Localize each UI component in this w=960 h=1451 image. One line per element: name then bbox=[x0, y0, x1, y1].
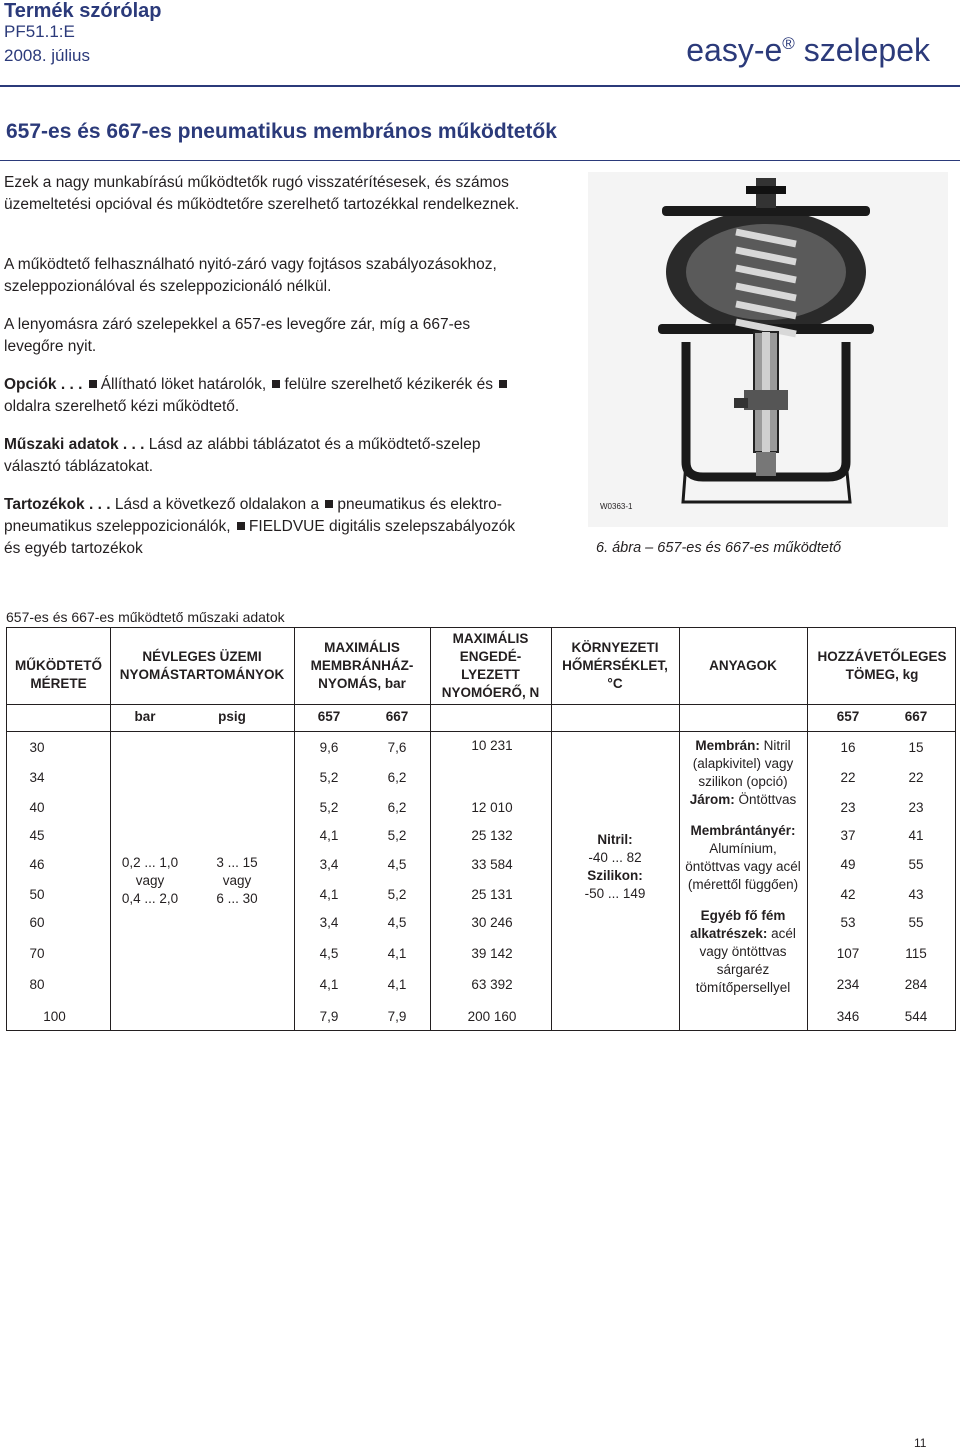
press-657-cell: 5,2 bbox=[319, 800, 339, 815]
press-667-cell: 4,1 bbox=[387, 977, 407, 992]
weight-657-cell: 53 bbox=[840, 915, 856, 930]
weight-667-cell: 544 bbox=[904, 1009, 928, 1024]
materials-other-parts bbox=[679, 907, 807, 997]
bullet-square-icon bbox=[325, 500, 333, 508]
weight-657-cell: 49 bbox=[840, 857, 856, 872]
mat-diaphragm-value: Nitril bbox=[763, 738, 791, 753]
accessories-text: Lásd a következő oldalakon a bbox=[114, 496, 320, 513]
weight-657-cell: 37 bbox=[840, 828, 856, 843]
size-cell: 45 bbox=[29, 828, 45, 843]
bar-range-line: vagy bbox=[135, 873, 165, 888]
thrust-cell: 30 246 bbox=[471, 915, 513, 930]
press-667-cell: 6,2 bbox=[387, 770, 407, 785]
mat-line: tömítőpersellyel bbox=[695, 980, 791, 995]
specs-paragraph bbox=[4, 434, 524, 478]
options-paragraph bbox=[4, 374, 524, 418]
weight-667-cell: 22 bbox=[908, 770, 924, 785]
temp-nitrile-range: -40 ... 82 bbox=[588, 850, 642, 865]
temp-silicone-label: Szilikon: bbox=[587, 868, 643, 883]
press-667-cell: 6,2 bbox=[387, 800, 407, 815]
weight-657-cell: 107 bbox=[836, 946, 860, 961]
temp-nitrile-label: Nitril: bbox=[597, 832, 633, 847]
weight-657-cell: 42 bbox=[840, 887, 856, 902]
options-item-2: felülre szerelhető kézikerék bbox=[284, 376, 473, 393]
thrust-cell: 33 584 bbox=[471, 857, 513, 872]
weight-657-cell: 234 bbox=[836, 977, 860, 992]
weight-657-cell: 16 bbox=[840, 740, 856, 755]
size-cell: 34 bbox=[29, 770, 45, 785]
mat-line: öntöttvas vagy acél bbox=[685, 859, 801, 874]
mat-other-value: acél bbox=[771, 926, 796, 941]
thrust-cell: 10 231 bbox=[471, 738, 513, 753]
table-hline bbox=[7, 731, 955, 732]
table-vline bbox=[110, 628, 111, 1030]
header-weight: HOZZÁVETŐLEGES TÖMEG, kg bbox=[817, 649, 947, 682]
accessories-item-2: FIELDVUE digitális szelepszabályozók és egyéb tartozékok bbox=[4, 518, 516, 557]
actuator-illustration bbox=[588, 172, 948, 527]
size-cell: 80 bbox=[29, 977, 45, 992]
accessories-label: Tartozékok . . . bbox=[4, 496, 111, 513]
press-657-cell: 9,6 bbox=[319, 740, 339, 755]
press-657-cell: 3,4 bbox=[319, 857, 339, 872]
mat-diaphragm-label: Membrán: bbox=[695, 738, 760, 753]
bar-range-line: 0,4 ... 2,0 bbox=[121, 891, 179, 906]
press-657-cell: 7,9 bbox=[319, 1009, 339, 1024]
document-code: PF51.1:E bbox=[4, 22, 75, 41]
size-cell: 30 bbox=[29, 740, 45, 755]
weight-657-cell: 23 bbox=[840, 800, 856, 815]
press-657-cell: 4,1 bbox=[319, 887, 339, 902]
press-657-cell: 4,5 bbox=[319, 946, 339, 961]
subheader-667: 667 bbox=[385, 709, 409, 724]
weight-667-cell: 41 bbox=[908, 828, 924, 843]
table-caption: 657-es és 667-es működtető műszaki adatok bbox=[6, 609, 285, 625]
action-paragraph: A lenyomásra záró szelepekkel a 657-es levegőre zár, míg a 667-es levegőre nyit. bbox=[4, 316, 471, 355]
product-line-suffix: szelepek bbox=[803, 32, 930, 68]
weight-667-cell: 115 bbox=[905, 946, 927, 961]
mat-line: sárgaréz bbox=[716, 962, 770, 977]
spec-table bbox=[6, 627, 956, 1031]
options-item-3: oldalra szerelhető kézi működtető. bbox=[4, 398, 240, 415]
mat-yoke-value: Öntöttvas bbox=[738, 792, 797, 807]
size-cell: 50 bbox=[29, 887, 45, 902]
figure-caption: 6. ábra – 657-es és 667-es működtető bbox=[596, 540, 842, 556]
mat-line: vagy öntöttvas bbox=[699, 944, 787, 959]
subheader-weight-667: 667 bbox=[904, 709, 928, 724]
thrust-cell: 200 160 bbox=[467, 1009, 517, 1024]
press-667-cell: 4,1 bbox=[387, 946, 407, 961]
mat-yoke-label: Járom: bbox=[689, 792, 735, 807]
mat-plate-label: Membrántányér: bbox=[690, 823, 796, 838]
bullet-square-icon bbox=[499, 380, 507, 388]
thrust-cell: 25 132 bbox=[471, 828, 513, 843]
temp-silicone-range: -50 ... 149 bbox=[584, 886, 646, 901]
size-cell: 46 bbox=[29, 857, 45, 872]
weight-667-cell: 15 bbox=[908, 740, 924, 755]
product-line-title bbox=[686, 32, 930, 69]
size-cell: 70 bbox=[29, 946, 45, 961]
thrust-cell: 25 131 bbox=[471, 887, 513, 902]
thrust-cell: 12 010 bbox=[471, 800, 513, 815]
usage-paragraph: A működtető felhasználható nyitó-záró vagy fojtásos szabályozásokhoz, szeleppozionálóval és szeleppozicionáló nélkül. bbox=[4, 256, 497, 295]
mat-line: (mérettől függően) bbox=[687, 877, 799, 892]
header-temperature: KÖRNYEZETI HŐMÉRSÉKLET, °C bbox=[562, 640, 668, 691]
press-657-cell: 4,1 bbox=[319, 977, 339, 992]
subheader-psig: psig bbox=[218, 709, 246, 724]
mat-line: (alapkivitel) vagy bbox=[692, 756, 794, 771]
press-667-cell: 5,2 bbox=[387, 828, 407, 843]
thrust-cell: 63 392 bbox=[471, 977, 513, 992]
product-line-name: easy-e bbox=[686, 32, 783, 68]
section-title: 657-es és 667-es pneumatikus membrános működtetők bbox=[6, 120, 557, 143]
bullet-square-icon bbox=[89, 380, 97, 388]
psig-range-line: 6 ... 30 bbox=[216, 891, 258, 906]
thrust-cell: 39 142 bbox=[471, 946, 513, 961]
temperature-range bbox=[555, 831, 675, 903]
subheader-657: 657 bbox=[317, 709, 341, 724]
header-rule bbox=[0, 85, 960, 87]
bullet-square-icon bbox=[237, 522, 245, 530]
materials-diaphragm-plate bbox=[679, 822, 807, 894]
press-667-cell: 7,6 bbox=[387, 740, 407, 755]
bullet-square-icon bbox=[272, 380, 280, 388]
mat-line: szilikon (opció) bbox=[698, 774, 788, 789]
weight-667-cell: 23 bbox=[908, 800, 924, 815]
psig-range bbox=[197, 854, 277, 908]
accessories-item-1: pneumatikus és elektro-pneumatikus szeleppozicionálók, bbox=[4, 496, 502, 535]
weight-667-cell: 284 bbox=[904, 977, 928, 992]
page-number: 11 bbox=[914, 1436, 927, 1450]
table-vline bbox=[807, 628, 808, 1030]
size-cell: 100 bbox=[43, 1009, 66, 1024]
document-type: Termék szórólap bbox=[4, 0, 162, 22]
specs-label: Műszaki adatok . . . bbox=[4, 436, 145, 453]
options-item-1: Állítható löket határolók, bbox=[100, 376, 267, 393]
weight-657-cell: 346 bbox=[836, 1009, 860, 1024]
press-657-cell: 4,1 bbox=[319, 828, 339, 843]
press-657-cell: 5,2 bbox=[319, 770, 339, 785]
weight-657-cell: 22 bbox=[840, 770, 856, 785]
bar-range bbox=[110, 854, 190, 908]
materials-diaphragm bbox=[679, 737, 807, 809]
section-rule bbox=[0, 160, 960, 161]
size-cell: 40 bbox=[29, 800, 45, 815]
options-and: és bbox=[476, 376, 493, 393]
press-667-cell: 4,5 bbox=[387, 915, 407, 930]
weight-667-cell: 55 bbox=[908, 857, 924, 872]
header-size: MŰKÖDTETŐ MÉRETE bbox=[15, 658, 102, 691]
size-cell: 60 bbox=[29, 915, 45, 930]
header-pressure-range: NÉVLEGES ÜZEMI NYOMÁSTARTOMÁNYOK bbox=[119, 649, 285, 682]
specs-text: Lásd az alábbi táblázatot és a működtető-szelep választó táblázatokat. bbox=[4, 436, 481, 475]
psig-range-line: vagy bbox=[222, 873, 252, 888]
figure-image-id: W0363-1 bbox=[600, 502, 633, 511]
table-vline bbox=[551, 628, 552, 1030]
subheader-weight-657: 657 bbox=[836, 709, 860, 724]
header-max-diaphragm: MAXIMÁLIS MEMBRÁNHÁZ-NYOMÁS, bar bbox=[310, 640, 414, 691]
options-label: Opciók . . . bbox=[4, 376, 83, 393]
weight-667-cell: 55 bbox=[908, 915, 924, 930]
document-date: 2008. július bbox=[4, 46, 91, 65]
table-vline bbox=[430, 628, 431, 1030]
press-657-cell: 3,4 bbox=[319, 915, 339, 930]
accessories-paragraph bbox=[4, 494, 524, 560]
table-hline bbox=[7, 704, 955, 705]
bar-range-line: 0,2 ... 1,0 bbox=[121, 855, 179, 870]
mat-line: Alumínium, bbox=[709, 841, 777, 856]
press-667-cell: 4,5 bbox=[387, 857, 407, 872]
press-667-cell: 5,2 bbox=[387, 887, 407, 902]
table-vline bbox=[294, 628, 295, 1030]
mat-other-label: Egyéb fő fém bbox=[700, 908, 786, 923]
subheader-bar: bar bbox=[134, 709, 156, 724]
header-materials: ANYAGOK bbox=[709, 658, 777, 673]
mat-other-label-2: alkatrészek: bbox=[690, 926, 768, 941]
intro-paragraph: Ezek a nagy munkabírású működtetők rugó visszatérítésesek, és számos üzemeltetési opcióval és működtetőre szerelhető tartozékkal rendelkeznek. bbox=[4, 174, 520, 213]
header-max-thrust: MAXIMÁLIS ENGEDÉ-LYEZETT NYOMÓERŐ, N bbox=[441, 631, 540, 700]
press-667-cell: 7,9 bbox=[387, 1009, 407, 1024]
weight-667-cell: 43 bbox=[908, 887, 924, 902]
psig-range-line: 3 ... 15 bbox=[216, 855, 258, 870]
registered-mark: ® bbox=[782, 34, 795, 53]
